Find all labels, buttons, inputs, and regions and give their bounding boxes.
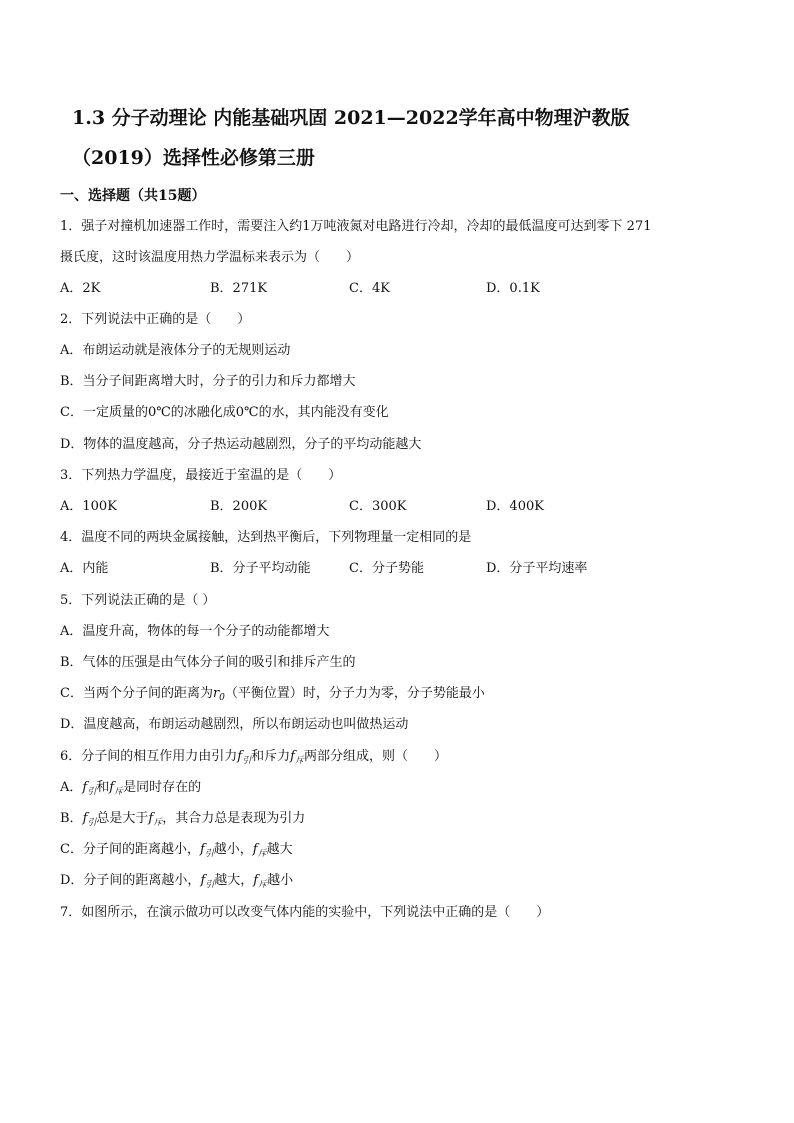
q3-option-a: A．100K xyxy=(60,499,117,514)
q6-option-a-f2: f xyxy=(109,780,115,795)
section-heading: 一、选择题（共15题） xyxy=(60,188,206,204)
q2-option-d: D．物体的温度越高，分子热运动越剧烈，分子的平均动能越大 xyxy=(60,437,422,452)
q6-option-a-mid: 和 xyxy=(96,780,110,795)
q6-option-b-post: ，其合力总是表现为引力 xyxy=(162,811,306,826)
q6-option-c-mid: 越小， xyxy=(213,842,253,857)
q6-option-a-f1-sub: 引 xyxy=(87,787,97,797)
q1-option-a: A．2K xyxy=(60,281,101,296)
q5-stem: 5．下列说法正确的是（ ） xyxy=(60,593,216,608)
q5-option-c-r-subscript: 0 xyxy=(219,693,225,703)
q6-option-d-f1-sub: 引 xyxy=(205,880,215,890)
q6-option-d-mid: 越大， xyxy=(214,873,254,888)
q6-option-c xyxy=(60,841,293,863)
q6-stem-mid: 和斥力 xyxy=(251,749,291,764)
q7-stem: 7．如图所示，在演示做功可以改变气体内能的实验中，下列说法中正确的是（ ） xyxy=(60,905,550,920)
q5-option-d: D．温度越高，布朗运动越剧烈，所以布朗运动也叫做热运动 xyxy=(60,717,409,732)
q6-option-b-label: B． xyxy=(60,811,83,826)
q4-options xyxy=(60,560,700,578)
q3-option-c: C．300K xyxy=(349,499,407,514)
q5-option-a: A．温度升高，物体的每一个分子的动能都增大 xyxy=(60,624,330,639)
q6-f-attract-sub: 引 xyxy=(242,756,252,766)
q6-option-b-f1: f xyxy=(82,811,88,826)
q6-option-a-f2-sub: 斥 xyxy=(114,787,124,797)
q1-option-c: C．4K xyxy=(349,281,390,296)
q6-option-a-f1: f xyxy=(82,780,88,795)
q1-option-d: D．0.1K xyxy=(486,281,540,296)
document-title-line-1: 1.3 分子动理论 内能基础巩固 2021—2022学年高中物理沪教版 xyxy=(72,107,630,129)
q6-option-c-post: 越大 xyxy=(266,842,293,857)
q6-option-c-f2-sub: 斥 xyxy=(257,849,267,859)
q6-option-a-label: A． xyxy=(60,780,83,795)
q2-option-a: A．布朗运动就是液体分子的无规则运动 xyxy=(60,343,291,358)
q1-stem-line-2: 摄氏度，这时该温度用热力学温标来表示为（ ） xyxy=(60,250,360,265)
q5-option-c-r-symbol: r xyxy=(212,686,220,701)
q6-option-b xyxy=(60,810,305,832)
q6-f-repel-sub: 斥 xyxy=(294,756,304,766)
q2-option-c: C．一定质量的0℃的冰融化成0℃的水，其内能没有变化 xyxy=(60,405,389,420)
q4-option-d: D．分子平均速率 xyxy=(486,561,588,576)
q6-option-a xyxy=(60,779,201,801)
q4-option-c: C．分子势能 xyxy=(349,561,424,576)
q3-stem: 3．下列热力学温度，最接近于室温的是（ ） xyxy=(60,468,342,483)
q6-option-b-f1-sub: 引 xyxy=(87,818,97,828)
q4-option-b: B．分子平均动能 xyxy=(210,561,311,576)
q6-option-b-f2: f xyxy=(148,811,154,826)
q6-f-repel: f xyxy=(290,749,295,764)
q6-option-b-f2-sub: 斥 xyxy=(153,818,163,828)
q6-option-d xyxy=(60,872,293,894)
q1-options xyxy=(60,280,700,298)
q6-option-c-f1-sub: 引 xyxy=(204,849,214,859)
q6-option-c-f2: f xyxy=(252,842,258,857)
q5-option-c-text-pre: C．当两个分子间的距离为 xyxy=(60,686,213,701)
q6-f-attract: f xyxy=(237,749,243,764)
q6-stem xyxy=(60,748,447,770)
q6-stem-post: 两部分组成，则（ ） xyxy=(303,749,447,764)
q6-option-b-mid: 总是大于 xyxy=(96,811,149,826)
q6-option-a-post: 是同时存在的 xyxy=(123,780,202,795)
q3-options xyxy=(60,498,700,516)
q5-option-c-text-post: （平衡位置）时，分子力为零，分子势能最小 xyxy=(224,686,485,701)
q6-option-d-post: 越小 xyxy=(267,873,294,888)
q5-option-c xyxy=(60,685,485,707)
q6-option-d-label: D．分子间的距离越小， xyxy=(60,873,201,888)
q2-option-b: B．当分子间距离增大时，分子的引力和斥力都增大 xyxy=(60,374,356,389)
q6-option-d-f1: f xyxy=(200,873,206,888)
q5-option-b: B．气体的压强是由气体分子间的吸引和排斥产生的 xyxy=(60,655,356,670)
q6-option-c-f1: f xyxy=(199,842,205,857)
q6-option-d-f2: f xyxy=(253,873,259,888)
q4-option-a: A．内能 xyxy=(60,561,109,576)
q1-stem-line-1: 1．强子对撞机加速器工作时，需要注入约1万吨液氮对电路进行冷却，冷却的最低温度可达到零下 271 xyxy=(60,219,652,234)
document-title-line-2: （2019）选择性必修第三册 xyxy=(72,147,315,169)
q6-stem-pre: 6．分子间的相互作用力由引力 xyxy=(60,749,238,764)
q1-option-b: B．271K xyxy=(210,281,268,296)
q4-stem: 4．温度不同的两块金属接触，达到热平衡后，下列物理量一定相同的是 xyxy=(60,530,472,545)
q3-option-d: D．400K xyxy=(486,499,544,514)
q6-option-c-label: C．分子间的距离越小， xyxy=(60,842,200,857)
q6-option-d-f2-sub: 斥 xyxy=(258,880,268,890)
q2-stem: 2．下列说法中正确的是（ ） xyxy=(60,312,251,327)
q3-option-b: B．200K xyxy=(210,499,268,514)
